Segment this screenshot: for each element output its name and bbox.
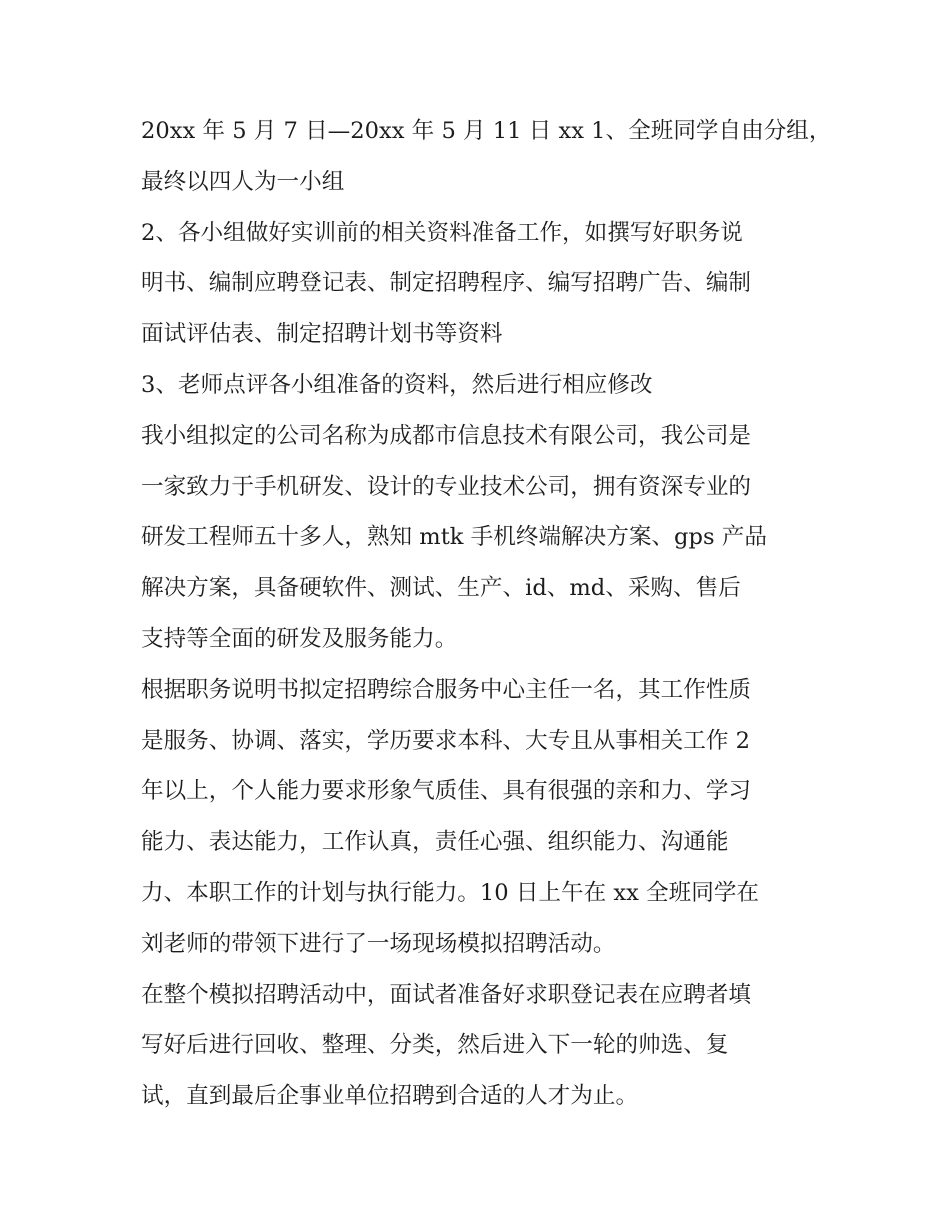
text-line-11: 支持等全面的研发及服务能力。	[141, 625, 458, 652]
text-line-16: 力、本职工作的计划与执行能力。10 日上午在 xx 全班同学在	[141, 879, 760, 906]
text-line-9: 研发工程师五十多人，熟知 mtk 手机终端解决方案、gps 产品	[141, 524, 767, 551]
text-line-2: 最终以四人为一小组	[141, 168, 345, 195]
text-line-10: 解决方案，具备硬软件、测试、生产、id、md、采购、售后	[141, 575, 741, 602]
text-line-12: 根据职务说明书拟定招聘综合服务中心主任一名，其工作性质	[141, 676, 752, 703]
text-line-14: 年以上，个人能力要求形象气质佳、具有很强的亲和力、学习	[141, 778, 752, 805]
text-line-18: 在整个模拟招聘活动中，面试者准备好求职登记表在应聘者填	[141, 981, 752, 1008]
text-line-7: 我小组拟定的公司名称为成都市信息技术有限公司，我公司是	[141, 422, 752, 449]
text-line-8: 一家致力于手机研发、设计的专业技术公司，拥有资深专业的	[141, 473, 752, 500]
text-line-1: 20xx 年 5 月 7 日—20xx 年 5 月 11 日 xx 1、全班同学自由分组，	[141, 118, 832, 144]
text-line-13: 是服务、协调、落实，学历要求本科、大专且从事相关工作 2	[141, 727, 750, 754]
text-line-15: 能力、表达能力，工作认真，责任心强、组织能力、沟通能	[141, 829, 729, 856]
text-line-6: 3、老师点评各小组准备的资料，然后进行相应修改	[141, 371, 653, 398]
text-line-4: 明书、编制应聘登记表、制定招聘程序、编写招聘广告、编制	[141, 270, 752, 297]
text-line-19: 写好后进行回收、整理、分类，然后进入下一轮的帅选、复	[141, 1032, 729, 1059]
text-line-17: 刘老师的带领下进行了一场现场模拟招聘活动。	[141, 930, 616, 957]
document-body	[141, 106, 832, 1122]
text-line-5: 面试评估表、制定招聘计划书等资料	[141, 321, 503, 348]
text-line-3: 2、各小组做好实训前的相关资料准备工作，如撰写好职务说	[141, 219, 743, 246]
text-line-20: 试，直到最后企事业单位招聘到合适的人才为止。	[141, 1083, 639, 1110]
